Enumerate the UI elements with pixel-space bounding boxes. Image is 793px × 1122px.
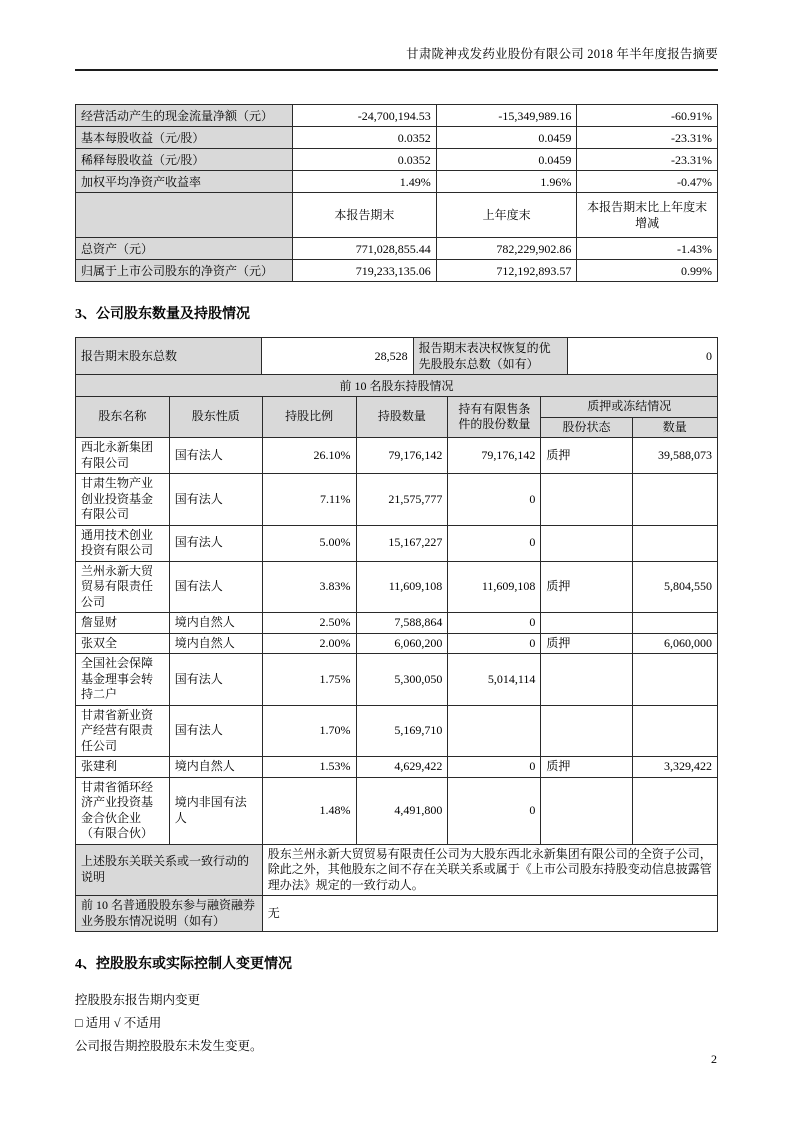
- metric-prior: 0.0459: [436, 149, 577, 171]
- shareholder-row: [76, 438, 718, 474]
- pledge-status: 质押: [541, 757, 632, 778]
- shareholder-row: [76, 654, 718, 706]
- shareholder-shares: 7,588,864: [356, 613, 448, 634]
- header-pledge-qty: 数量: [632, 417, 717, 438]
- period-header-row: [76, 193, 718, 238]
- pledge-qty: 5,804,550: [632, 561, 717, 613]
- pledge-status: 质押: [541, 438, 632, 474]
- metric-label: 经营活动产生的现金流量净额（元）: [76, 105, 293, 127]
- pledge-qty: [632, 474, 717, 526]
- relation-note-text: 股东兰州永新大贸贸易有限责任公司为大股东西北永新集团有限公司的全资子公司，除此之外，其他股东之间不存在关联关系或属于《上市公司股东持股变动信息披露管理办法》规定的一致行动人。: [262, 844, 717, 896]
- relation-note-label: 上述股东关联关系或一致行动的说明: [76, 844, 263, 896]
- shareholder-restricted: 0: [448, 757, 541, 778]
- metric-change: 0.99%: [577, 260, 718, 282]
- pledge-status: [541, 654, 632, 706]
- table-row: [76, 260, 718, 282]
- report-header-title: 甘肃陇神戎发药业股份有限公司 2018 年半年度报告摘要: [75, 44, 718, 71]
- shareholder-pct: 5.00%: [262, 525, 356, 561]
- shareholder-row: [76, 474, 718, 526]
- shareholder-pct: 2.50%: [262, 613, 356, 634]
- preferred-shareholders-label: 报告期末表决权恢复的优先股股东总数（如有）: [413, 338, 568, 375]
- shareholder-row: [76, 561, 718, 613]
- shareholder-row: [76, 525, 718, 561]
- controlling-change-statement: 公司报告期控股股东未发生变更。: [75, 1039, 263, 1053]
- metric-prior: 712,192,893.57: [436, 260, 577, 282]
- shareholder-shares: 4,629,422: [356, 757, 448, 778]
- table-row: [76, 105, 718, 127]
- column-header-row: [76, 397, 718, 418]
- shareholder-name: 西北永新集团有限公司: [76, 438, 170, 474]
- shareholder-restricted: 11,609,108: [448, 561, 541, 613]
- shareholder-name: 兰州永新大贸贸易有限责任公司: [76, 561, 170, 613]
- metric-label: 稀释每股收益（元/股）: [76, 149, 293, 171]
- shareholder-name: 张建利: [76, 757, 170, 778]
- metric-prior: 1.96%: [436, 171, 577, 193]
- margin-note-label: 前 10 名普通股股东参与融资融券业务股东情况说明（如有）: [76, 896, 263, 932]
- shareholder-shares: 79,176,142: [356, 438, 448, 474]
- metric-current: 1.49%: [292, 171, 436, 193]
- shareholder-type: 境内自然人: [169, 633, 262, 654]
- shareholder-restricted: 0: [448, 474, 541, 526]
- metric-prior: 0.0459: [436, 127, 577, 149]
- top10-title-row: [76, 375, 718, 397]
- shareholder-type: 国有法人: [169, 705, 262, 757]
- relation-note-row: [76, 844, 718, 896]
- shareholder-row: [76, 705, 718, 757]
- shareholder-row: [76, 757, 718, 778]
- applicable-checkbox-line: □ 适用 √ 不适用: [75, 1016, 162, 1030]
- shareholder-name: 全国社会保障基金理事会转持二户: [76, 654, 170, 706]
- total-shareholders-value: 28,528: [261, 338, 413, 375]
- shareholder-row: [76, 633, 718, 654]
- shareholder-restricted: 79,176,142: [448, 438, 541, 474]
- pledge-qty: [632, 525, 717, 561]
- section4-title: 4、控股股东或实际控制人变更情况: [75, 957, 292, 972]
- metric-change: -0.47%: [577, 171, 718, 193]
- pledge-status: [541, 525, 632, 561]
- header-shareholder-type: 股东性质: [169, 397, 262, 438]
- table-row: [76, 127, 718, 149]
- shareholder-pct: 26.10%: [262, 438, 356, 474]
- top10-shareholders-table: [75, 396, 718, 932]
- page-number: 2: [711, 1052, 717, 1066]
- pledge-qty: 3,329,422: [632, 757, 717, 778]
- controlling-change-label: 控股股东报告期内变更: [75, 993, 201, 1007]
- shareholder-name: 甘肃省循环经济产业投资基金合伙企业（有限合伙）: [76, 777, 170, 844]
- table-row: [76, 171, 718, 193]
- shareholder-name: 詹显财: [76, 613, 170, 634]
- shareholder-restricted: 0: [448, 777, 541, 844]
- table-row: [76, 149, 718, 171]
- table-row: [76, 238, 718, 260]
- metric-label: 总资产（元）: [76, 238, 293, 260]
- shareholder-type: 国有法人: [169, 438, 262, 474]
- shareholder-pct: 1.48%: [262, 777, 356, 844]
- metric-prior: 782,229,902.86: [436, 238, 577, 260]
- period-prior-header: 上年度末: [436, 193, 577, 238]
- pledge-qty: 39,588,073: [632, 438, 717, 474]
- pledge-status: [541, 705, 632, 757]
- shareholder-pct: 1.70%: [262, 705, 356, 757]
- shareholder-row: [76, 777, 718, 844]
- pledge-qty: [632, 777, 717, 844]
- period-empty-cell: [76, 193, 293, 238]
- preferred-shareholders-value: 0: [568, 338, 718, 375]
- section3-title: 3、公司股东数量及持股情况: [75, 307, 250, 322]
- shareholder-shares: 5,169,710: [356, 705, 448, 757]
- metric-current: -24,700,194.53: [292, 105, 436, 127]
- shareholder-shares: 21,575,777: [356, 474, 448, 526]
- metric-prior: -15,349,989.16: [436, 105, 577, 127]
- shareholder-restricted: 0: [448, 613, 541, 634]
- table-row: [76, 338, 718, 375]
- shareholder-shares: 4,491,800: [356, 777, 448, 844]
- shareholder-pct: 2.00%: [262, 633, 356, 654]
- header-pledge-group: 质押或冻结情况: [541, 397, 718, 418]
- shareholder-shares: 15,167,227: [356, 525, 448, 561]
- shareholder-pct: 3.83%: [262, 561, 356, 613]
- pledge-status: 质押: [541, 633, 632, 654]
- shareholder-type: 国有法人: [169, 654, 262, 706]
- header-pct: 持股比例: [262, 397, 356, 438]
- header-shareholder-name: 股东名称: [76, 397, 170, 438]
- metric-label: 加权平均净资产收益率: [76, 171, 293, 193]
- top10-title: 前 10 名股东持股情况: [76, 375, 718, 397]
- metric-current: 0.0352: [292, 149, 436, 171]
- total-shareholders-label: 报告期末股东总数: [76, 338, 262, 375]
- shareholder-type: 境内自然人: [169, 613, 262, 634]
- shareholder-name: 张双全: [76, 633, 170, 654]
- header-shares: 持股数量: [356, 397, 448, 438]
- metric-current: 771,028,855.44: [292, 238, 436, 260]
- pledge-qty: [632, 705, 717, 757]
- financial-summary-table: [75, 104, 718, 282]
- shareholder-pct: 1.53%: [262, 757, 356, 778]
- shareholder-type: 境内自然人: [169, 757, 262, 778]
- shareholder-restricted: 0: [448, 525, 541, 561]
- shareholder-type: 国有法人: [169, 474, 262, 526]
- shareholder-type: 国有法人: [169, 525, 262, 561]
- shareholder-type: 境内非国有法人: [169, 777, 262, 844]
- metric-label: 归属于上市公司股东的净资产（元）: [76, 260, 293, 282]
- shareholder-restricted: 5,014,114: [448, 654, 541, 706]
- shareholder-shares: 5,300,050: [356, 654, 448, 706]
- pledge-qty: 6,060,000: [632, 633, 717, 654]
- metric-change: -60.91%: [577, 105, 718, 127]
- shareholder-restricted: [448, 705, 541, 757]
- shareholder-type: 国有法人: [169, 561, 262, 613]
- metric-change: -23.31%: [577, 149, 718, 171]
- pledge-qty: [632, 654, 717, 706]
- header-restricted: 持有有限售条件的股份数量: [448, 397, 541, 438]
- metric-change: -1.43%: [577, 238, 718, 260]
- metric-label: 基本每股收益（元/股）: [76, 127, 293, 149]
- margin-note-row: [76, 896, 718, 932]
- header-pledge-status: 股份状态: [541, 417, 632, 438]
- shareholder-shares: 11,609,108: [356, 561, 448, 613]
- metric-change: -23.31%: [577, 127, 718, 149]
- pledge-status: 质押: [541, 561, 632, 613]
- shareholder-pct: 7.11%: [262, 474, 356, 526]
- shareholder-pct: 1.75%: [262, 654, 356, 706]
- period-current-header: 本报告期末: [292, 193, 436, 238]
- shareholder-row: [76, 613, 718, 634]
- margin-note-text: 无: [262, 896, 717, 932]
- period-change-header: 本报告期末比上年度末增减: [577, 193, 718, 238]
- shareholder-totals-table: [75, 337, 718, 397]
- pledge-status: [541, 613, 632, 634]
- shareholder-name: 甘肃生物产业创业投资基金有限公司: [76, 474, 170, 526]
- shareholder-name: 通用技术创业投资有限公司: [76, 525, 170, 561]
- pledge-qty: [632, 613, 717, 634]
- metric-current: 719,233,135.06: [292, 260, 436, 282]
- shareholder-shares: 6,060,200: [356, 633, 448, 654]
- metric-current: 0.0352: [292, 127, 436, 149]
- shareholder-restricted: 0: [448, 633, 541, 654]
- shareholder-name: 甘肃省新业资产经营有限责任公司: [76, 705, 170, 757]
- pledge-status: [541, 474, 632, 526]
- pledge-status: [541, 777, 632, 844]
